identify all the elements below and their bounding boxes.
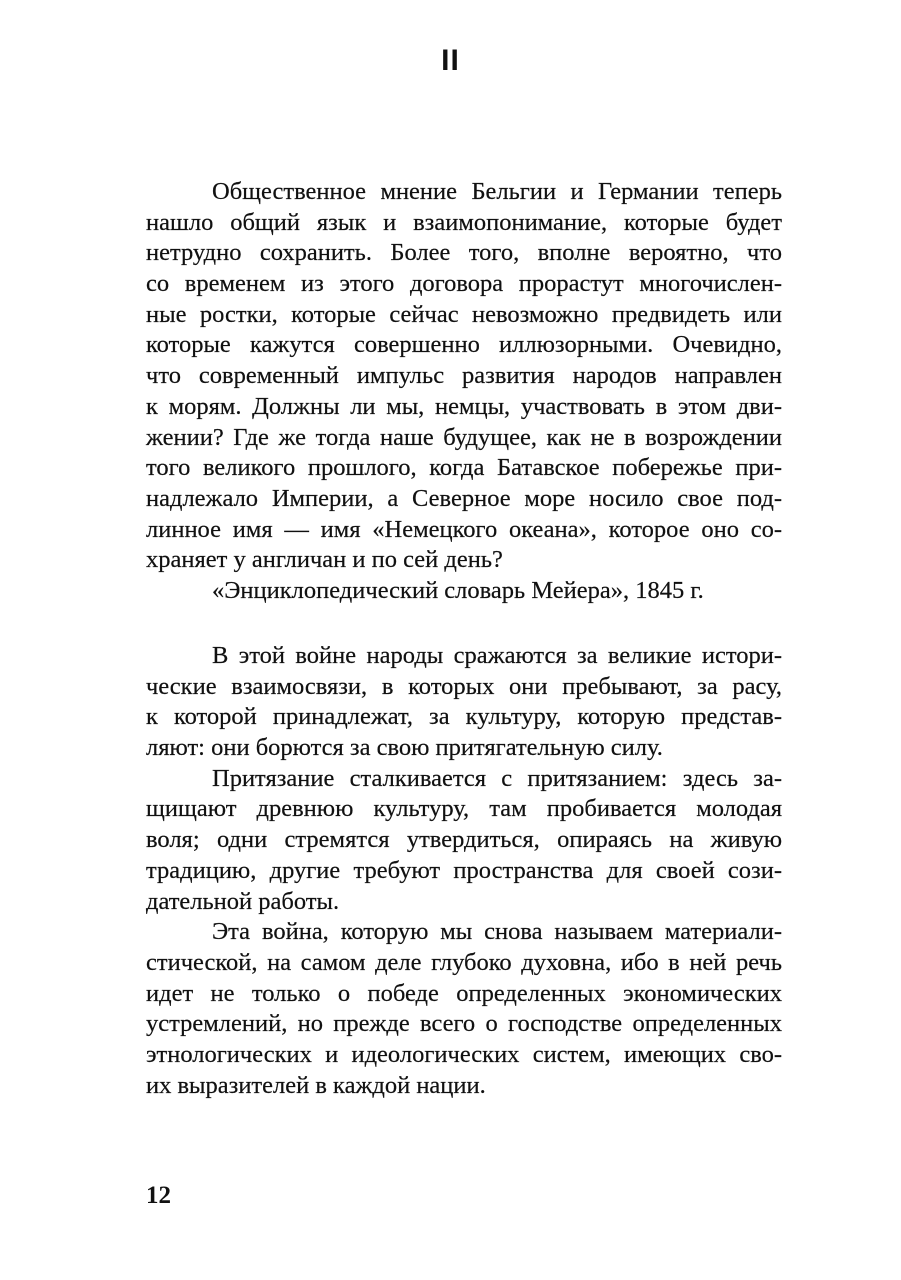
text-line: нашло общий язык и взаимопонимание, которые будет [146, 208, 782, 236]
text-line: Общественное мнение Бельгии и Германии теперь [212, 178, 782, 205]
paragraph [146, 917, 782, 1101]
epigraph-text [146, 177, 782, 576]
text-line: нетрудно сохранить. Более того, вполне вероятно, что [146, 239, 782, 267]
text-line: традицию, другие требуют пространства для своей сози- [146, 856, 782, 884]
text-line: устремлений, но прежде всего о господстве определенных [146, 1010, 782, 1038]
text-line: ческие взаимосвязи, в которых они пребывают, за расу, [146, 672, 782, 700]
text-line: щищают древнюю культуру, там пробивается молодая [146, 795, 782, 823]
chapter-number: II [441, 44, 460, 77]
text-line: ляют: они борются за свою притягательную силу. [146, 734, 663, 762]
text-line: их выразителей в каждой нации. [146, 1071, 486, 1099]
text-line: Эта война, которую мы снова называем материали- [212, 918, 782, 946]
text-line: надлежало Империи, а Северное море носило свое под- [146, 484, 782, 512]
paragraph [146, 764, 782, 917]
text-line: линное имя — имя «Немецкого океана», которое оно со- [146, 515, 782, 543]
text-line: которые кажутся совершенно иллюзорными. Очевидно, [146, 331, 782, 359]
text-line: дательной работы. [146, 887, 340, 915]
text-line: стической, на самом деле глубоко духовна, ибо в ней речь [146, 948, 782, 976]
text-line: к которой принадлежат, за культуру, которую представ- [146, 703, 782, 731]
body-text [146, 641, 782, 1101]
text-line: идет не только о победе определенных экономических [146, 979, 782, 1007]
text-line: этнологических и идеологических систем, имеющих сво- [146, 1040, 782, 1068]
text-line: что современный импульс развития народов направлен [146, 362, 782, 390]
text-line: ные ростки, которые сейчас невозможно предвидеть или [146, 300, 782, 328]
page-number: 12 [146, 1182, 171, 1209]
text-line: воля; одни стремятся утвердиться, опираясь на живую [146, 826, 782, 854]
text-line: того великого прошлого, когда Батавское побережье при- [146, 454, 782, 482]
epigraph-source: «Энциклопедический словарь Мейера», 1845 г. [212, 576, 704, 604]
epigraph [146, 177, 782, 607]
text-line: храняет у англичан и по сей день? [146, 546, 503, 574]
text-line: В этой войне народы сражаются за великие истори- [212, 642, 782, 669]
text-line: со временем из этого договора прорастут многочислен- [146, 270, 782, 298]
text-line: жении? Где же тогда наше будущее, как не в возрождении [146, 423, 782, 451]
paragraph [146, 641, 782, 764]
text-line: Притязание сталкивается с притязанием: здесь за- [212, 764, 782, 792]
text-line: к морям. Должны ли мы, немцы, участвовать в этом дви- [146, 392, 782, 420]
